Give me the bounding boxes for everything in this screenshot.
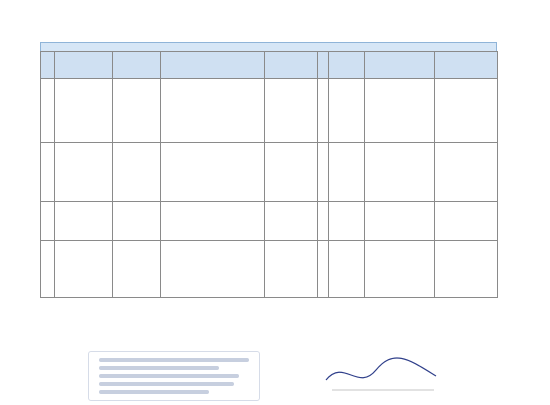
table-cell <box>55 202 113 241</box>
table-cell <box>329 143 365 202</box>
table-cell <box>113 241 161 298</box>
stamp-line <box>99 374 239 378</box>
table-cell <box>318 202 329 241</box>
table-cell <box>365 241 435 298</box>
column-header <box>318 52 329 79</box>
table-cell <box>55 79 113 143</box>
table-row <box>41 143 498 202</box>
stamp-line <box>99 358 249 362</box>
table-cell <box>265 79 318 143</box>
activity-table <box>40 51 498 298</box>
table-cell <box>318 241 329 298</box>
table-cell <box>329 79 365 143</box>
column-header <box>113 52 161 79</box>
table-cell <box>161 79 265 143</box>
table-cell <box>365 202 435 241</box>
table-cell <box>55 143 113 202</box>
table-cell <box>365 79 435 143</box>
table-cell <box>329 202 365 241</box>
column-header <box>161 52 265 79</box>
table-cell <box>41 79 55 143</box>
stamp-line <box>99 382 234 386</box>
table-cell <box>365 143 435 202</box>
signature-block <box>318 340 448 400</box>
handwritten-signature <box>318 340 448 400</box>
stamp-line <box>99 366 219 370</box>
column-header <box>265 52 318 79</box>
column-header <box>365 52 435 79</box>
table-cell <box>113 143 161 202</box>
column-header <box>329 52 365 79</box>
table-cell <box>55 241 113 298</box>
table-row <box>41 79 498 143</box>
table-cell <box>329 241 365 298</box>
column-header <box>41 52 55 79</box>
column-header <box>435 52 498 79</box>
table-cell <box>41 241 55 298</box>
table-row <box>41 202 498 241</box>
table-cell <box>41 143 55 202</box>
table-cell <box>161 202 265 241</box>
stamp-line <box>99 390 209 394</box>
table-header-row <box>41 52 498 79</box>
table-cell <box>318 79 329 143</box>
table-cell <box>318 143 329 202</box>
table-cell <box>161 143 265 202</box>
table-row <box>41 241 498 298</box>
table-cell <box>113 202 161 241</box>
table-cell <box>265 202 318 241</box>
table-cell <box>41 202 55 241</box>
table-cell <box>435 202 498 241</box>
table-cell <box>265 241 318 298</box>
table-cell <box>435 143 498 202</box>
column-header <box>55 52 113 79</box>
organization-stamp <box>88 351 260 401</box>
table-cell <box>265 143 318 202</box>
table-cell <box>161 241 265 298</box>
table-cell <box>435 79 498 143</box>
table-cell <box>435 241 498 298</box>
table-cell <box>113 79 161 143</box>
